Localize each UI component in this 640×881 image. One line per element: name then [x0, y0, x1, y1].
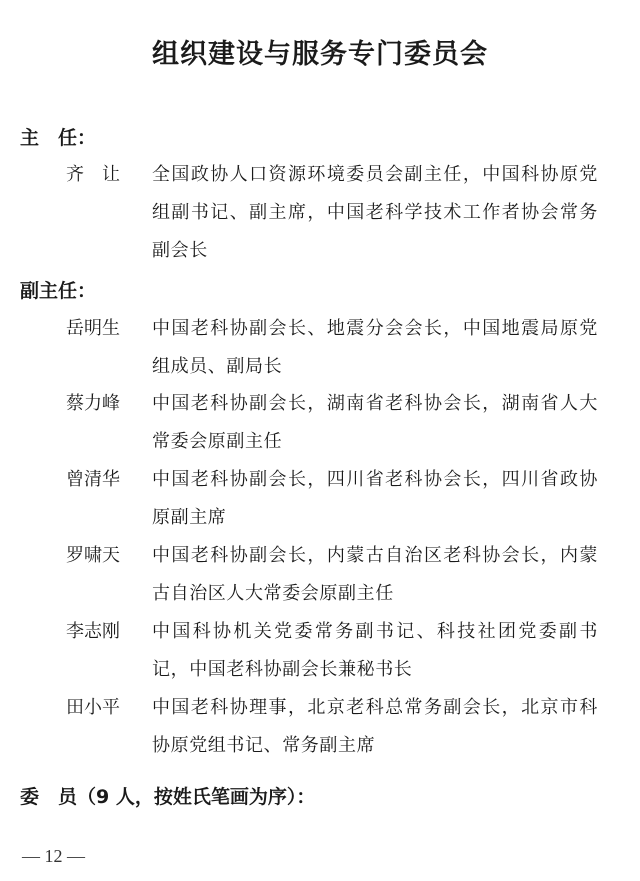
director-heading: 主 任： — [20, 127, 97, 149]
member-name: 齐 让 — [66, 164, 120, 185]
member-title: 中国老科协副会长、地震分会会长，中国地震局原党组成员、副局长 — [152, 318, 598, 377]
member-title: 全国政协人口资源环境委员会副主任，中国科协原党组副书记、副主席，中国老科学技术工作者协会常务副会长 — [152, 164, 598, 261]
member-name: 罗啸天 — [66, 545, 120, 566]
member-title: 中国老科协副会长，湖南省老科协会长，湖南省人大常委会原副主任 — [152, 393, 598, 452]
page-number: — 12 — — [22, 846, 85, 866]
members-heading: 委 员（9 人，按姓氏笔画为序）： — [20, 786, 316, 808]
member-title: 中国老科协副会长，四川省老科协会长，四川省政协原副主席 — [152, 469, 598, 528]
member-name: 田小平 — [66, 697, 120, 718]
member-title: 中国科协机关党委常务副书记、科技社团党委副书记，中国老科协副会长兼秘书长 — [152, 621, 598, 680]
deputy-heading: 副主任： — [20, 280, 97, 302]
member-title: 中国老科协理事，北京老科总常务副会长，北京市科协原党组书记、常务副主席 — [152, 697, 598, 756]
page-title: 组织建设与服务专门委员会 — [152, 39, 488, 70]
member-name: 蔡力峰 — [66, 393, 120, 414]
member-name: 李志刚 — [66, 621, 120, 642]
member-title: 中国老科协副会长，内蒙古自治区老科协会长，内蒙古自治区人大常委会原副主任 — [152, 545, 598, 604]
member-name: 岳明生 — [66, 318, 120, 339]
member-name: 曾清华 — [66, 469, 120, 490]
